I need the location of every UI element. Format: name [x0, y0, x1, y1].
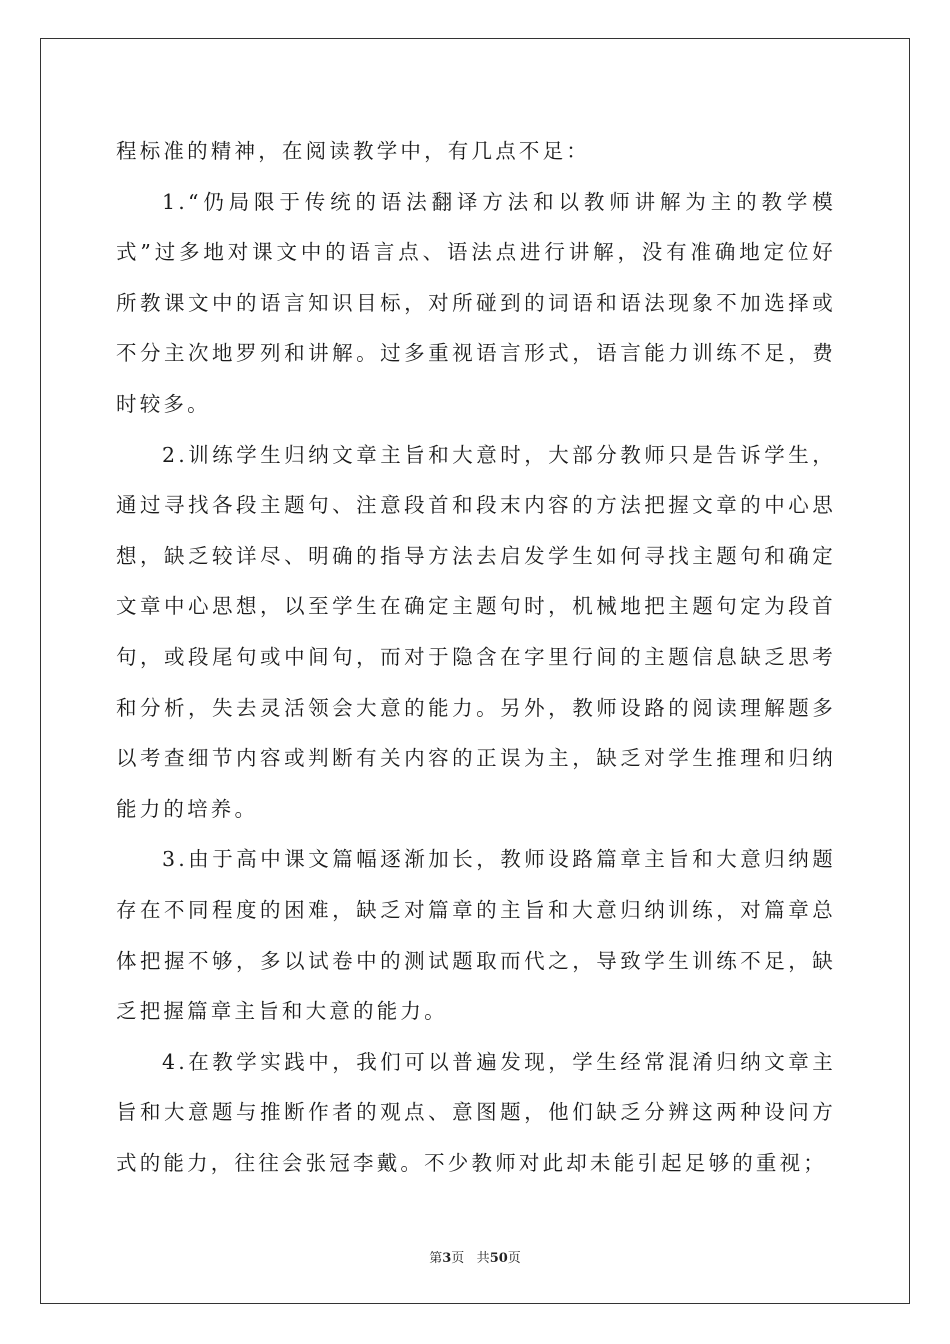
paragraph-point-3: 3.由于高中课文篇幅逐渐加长，教师设路篇章主旨和大意归纳题存在不同程度的困难，缺乏对篇章的主旨和大意归纳训练，对篇章总体把握不够，多以试卷中的测试题取而代之，导致学生训练不足，缺乏把握篇章主旨和大意的能力。	[116, 847, 836, 1024]
paragraph-point-4: 4.在教学实践中，我们可以普遍发现，学生经常混淆归纳文章主旨和大意题与推断作者的观点、意图题，他们缺乏分辨这两种设问方式的能力，往往会张冠李戴。不少教师对此却未能引起足够的重视；	[116, 1049, 836, 1175]
paragraph-continuation: 程标准的精神，在阅读教学中，有几点不足：	[116, 139, 590, 163]
total-page-count: 50	[489, 1251, 508, 1266]
total-prefix: 共	[476, 1251, 490, 1266]
page-suffix: 页	[451, 1251, 465, 1266]
page-prefix: 第	[429, 1251, 443, 1266]
total-suffix: 页	[507, 1251, 521, 1266]
paragraph-point-1: 1.“仍局限于传统的语法翻译方法和以教师讲解为主的教学模式”过多地对课文中的语言点、语法点进行讲解，没有准确地定位好所教课文中的语言知识目标，对所碰到的词语和语法现象不加选择或不分主次地罗列和讲解。过多重视语言形式，语言能力训练不足，费时较多。	[116, 189, 836, 416]
page-number-footer	[0, 1247, 950, 1266]
document-body	[116, 126, 836, 1188]
paragraph-point-2: 2.训练学生归纳文章主旨和大意时，大部分教师只是告诉学生，通过寻找各段主题句、注意段首和段末内容的方法把握文章的中心思想，缺乏较详尽、明确的指导方法去启发学生如何寻找主题句和确定文章中心思想，以至学生在确定主题句时，机械地把主题句定为段首句，或段尾句或中间句，而对于隐含在字里行间的主题信息缺乏思考和分析，失去灵活领会大意的能力。另外，教师设路的阅读理解题多以考查细节内容或判断有关内容的正误为主，缺乏对学生推理和归纳能力的培养。	[116, 442, 836, 821]
current-page-number: 3	[442, 1251, 452, 1266]
